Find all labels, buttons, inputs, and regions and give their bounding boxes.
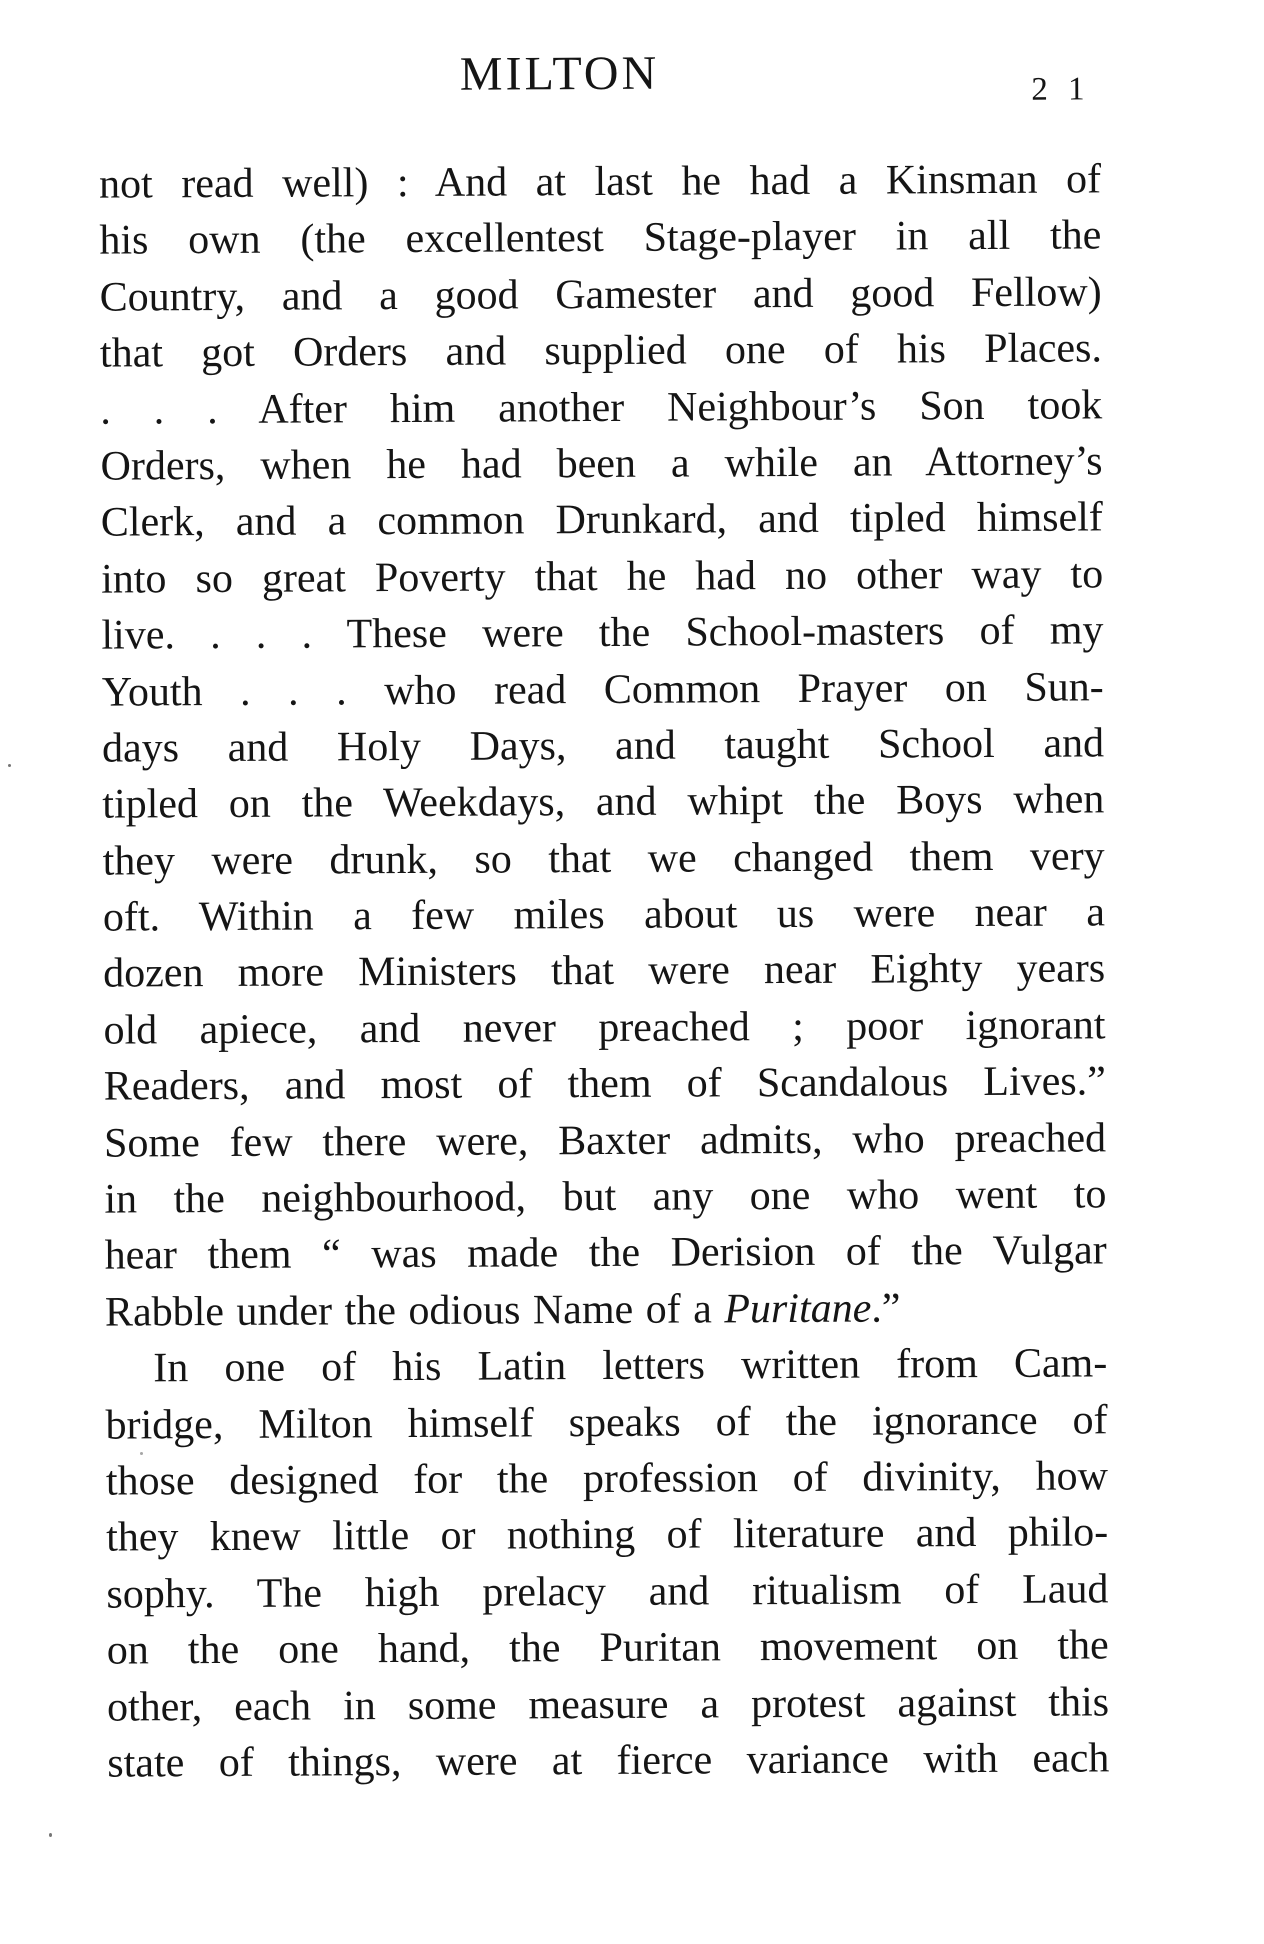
text-line: . . . After him another Neighbour’s Son took [100, 381, 1103, 434]
text-line: they knew little or nothing of literature and philo- [106, 1509, 1109, 1561]
text-line: they were drunk, so that we changed them very [102, 833, 1105, 885]
text-line: that got Orders and supplied one of his Places. [99, 325, 1103, 377]
text-column [98, 0, 1109, 1792]
text-line: oft. Within a few miles about us were near a [102, 889, 1106, 941]
scan-speck [49, 1833, 52, 1837]
scan-speck [140, 1452, 143, 1455]
text-line: bridge, Milton himself speaks of the ignorance of [105, 1396, 1108, 1449]
text-line: hear them “ was made the Derision of the Vulgar [104, 1227, 1107, 1280]
body-text [99, 151, 1110, 1792]
text-line: live. . . . These were the School-masters of my [101, 607, 1104, 659]
text-line: on the one hand, the Puritan movement on the [106, 1622, 1109, 1674]
text-line: Some few there were, Baxter admits, who preached [103, 1115, 1107, 1167]
text-line: Rabble under the odious Name of a Puritane.” [104, 1285, 901, 1336]
text-line: not read well) : And at last he had a Kinsman of [98, 156, 1102, 208]
text-line: Orders, when he had been a while an Attorney’s [100, 438, 1103, 490]
text-line: Youth . . . who read Common Prayer on Sun- [101, 663, 1104, 716]
text-line: Country, and a good Gamester and good Fellow) [99, 269, 1102, 321]
text-line: In one of his Latin letters written from Cam- [153, 1340, 1108, 1392]
text-line: old apiece, and never preached ; poor ignorant [103, 1002, 1106, 1054]
page-header [98, 45, 1100, 120]
text-line: into so great Poverty that he had no other way to [101, 551, 1104, 603]
text-line: Clerk, and a common Drunkard, and tipled himself [100, 494, 1103, 546]
text-line: days and Holy Days, and taught School and [101, 720, 1105, 772]
page-number: 2 1 [1031, 71, 1091, 108]
text-line: in the neighbourhood, but any one who went to [104, 1171, 1107, 1223]
text-line: tipled on the Weekdays, and whipt the Boys when [102, 776, 1105, 828]
text-line: other, each in some measure a protest against this [106, 1678, 1110, 1731]
text-line: state of things, were at fierce variance with each [107, 1735, 1110, 1787]
text-line: sophy. The high prelacy and ritualism of Laud [106, 1566, 1109, 1618]
scan-speck [8, 764, 11, 767]
text-line: those designed for the profession of divinity, how [105, 1453, 1108, 1505]
text-line: his own (the excellentest Stage-player in all the [99, 212, 1102, 265]
text-line: dozen more Ministers that were near Eighty years [103, 945, 1106, 998]
italic-text: Puritane [724, 1285, 872, 1333]
page-header-title: MILTON [459, 46, 660, 101]
text-line: Readers, and most of them of Scandalous Lives.” [103, 1058, 1106, 1110]
